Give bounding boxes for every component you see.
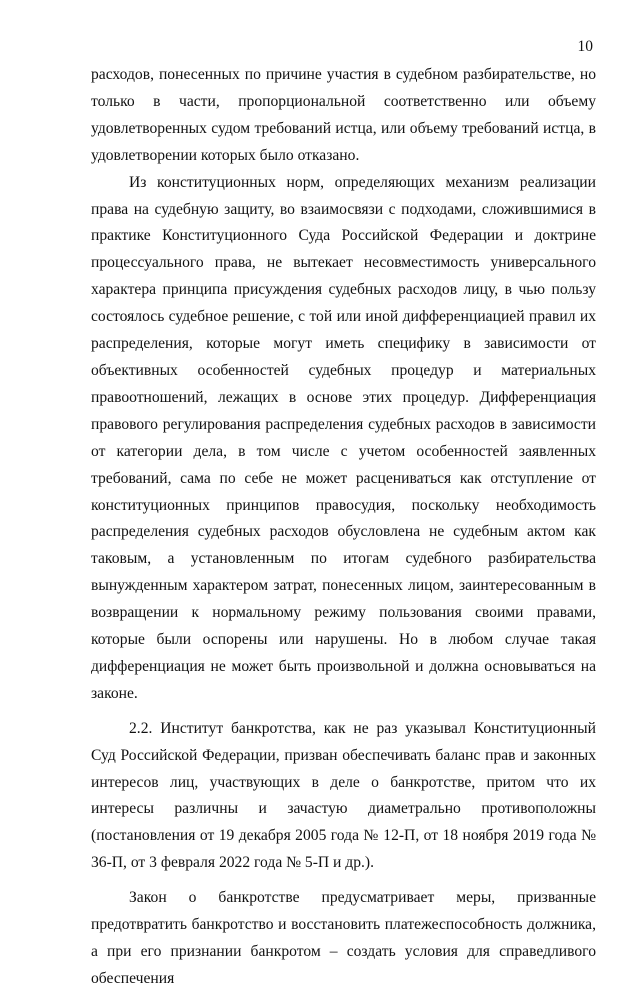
- document-body: [91, 62, 596, 993]
- paragraph-continuation: расходов, понесенных по причине участия в судебном разбирательстве, но только в части, пропорциональной соответственно или объему удовлетворенных судом требований истца, или объему требований истца, в удовлетворении которых было отказано.: [91, 66, 596, 164]
- page-number: 10: [577, 38, 593, 55]
- paragraph-bankruptcy-law: Закон о банкротстве предусматривает меры, призванные предотвратить банкротство и восстановить платежеспособность должника, а при его признании банкротом – создать условия для справедливого обеспечения: [91, 889, 596, 987]
- paragraph-constitutional-norms: Из конституционных норм, определяющих механизм реализации права на судебную защиту, во взаимосвязи с подходами, сложившимися в практике Конституционного Суда Российской Федерации и доктрине процессуального права, не вытекает несовместимость универсального характера принципа присуждения судебных расходов лицу, в чью пользу состоялось судебное решение, с той или иной дифференциацией правил их распределения, которые могут иметь специфику в зависимости от объективных особенностей судебных процедур и материальных правоотношений, лежащих в основе этих процедур. Дифференциация правового регулирования распределения судебных расходов в зависимости от категории дела, в том числе с учетом особенностей заявленных требований, сама по себе не может расцениваться как отступление от конституционных принципов правосудия, поскольку необходимость распределения судебных расходов обусловлена не судебным актом как таковым, а установленным по итогам судебного разбирательства вынужденным характером затрат, понесенных лицом, заинтересованным в возвращении к нормальному режиму пользования своими правами, которые были оспорены или нарушены. Но в любом случае такая дифференциация не может быть произвольной и должна основываться на законе.: [91, 173, 596, 702]
- paragraph-bankruptcy-institute: 2.2. Институт банкротства, как не раз указывал Конституционный Суд Российской Федерации, призван обеспечивать баланс прав и законных интересов лиц, участвующих в деле о банкротстве, притом что их интересы различны и зачастую диаметрально противоположны (постановления от 19 декабря 2005 года № 12-П, от 18 ноября 2019 года № 36-П, от 3 февраля 2022 года № 5-П и др.).: [91, 719, 596, 872]
